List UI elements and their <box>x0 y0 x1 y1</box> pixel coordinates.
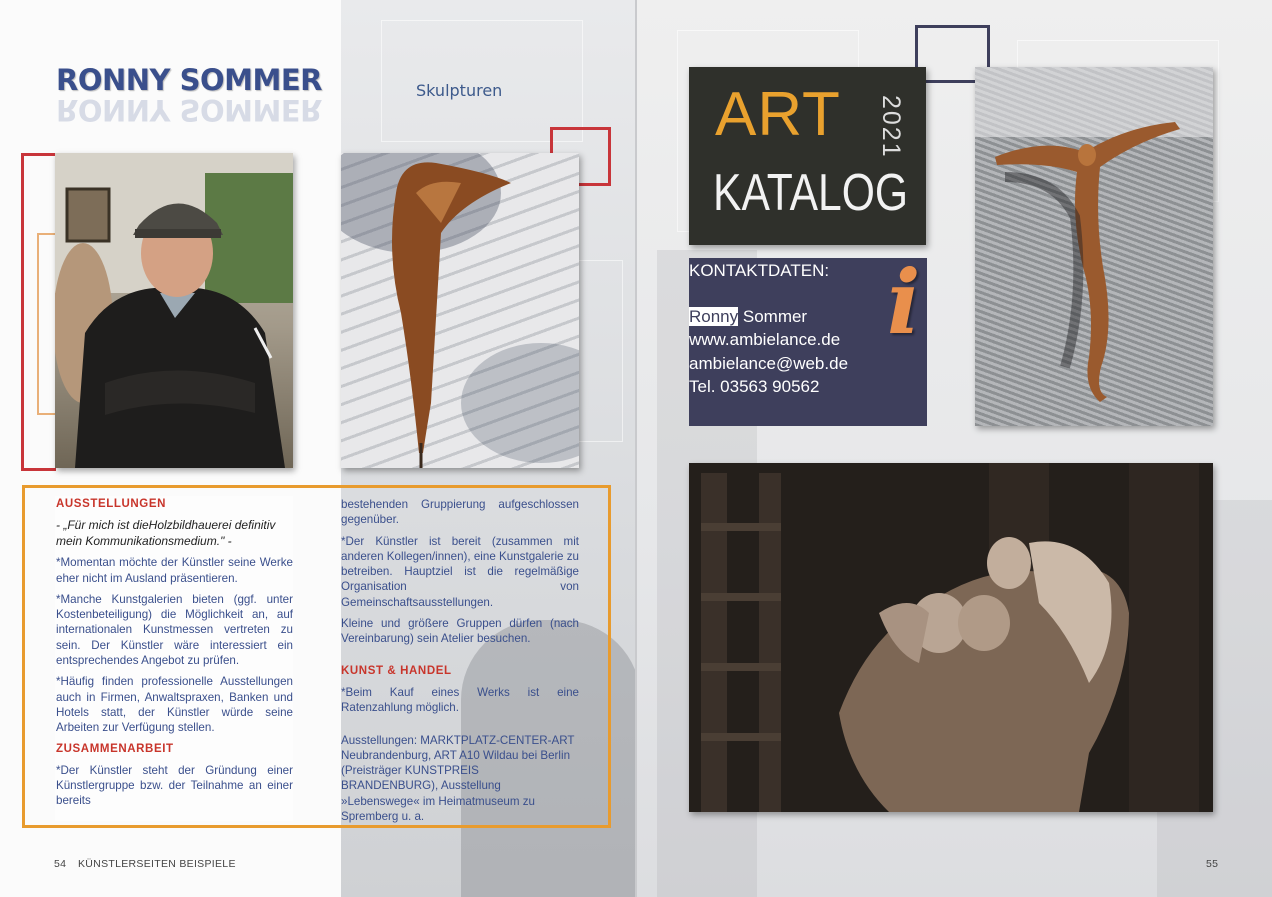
contact-phone: Tel. 03563 90562 <box>689 377 820 396</box>
logo-katalog-word: KATALOG <box>713 164 909 222</box>
paragraph-exhibitions-list: Ausstellungen: MARKTPLATZ-CENTER-ART Neubrandenburg, ART A10 Wildau bei Berlin (Preisträger KUNSTPREIS BRANDENBURG), Ausstellung »Lebenswege« im Heimatmuseum zu Spremberg u. a. <box>341 733 575 824</box>
info-icon: i <box>887 250 921 354</box>
orange-frame-decoration <box>37 233 57 415</box>
portrait-illustration <box>55 153 293 468</box>
contact-last-name: Sommer <box>738 307 808 326</box>
paragraph: *Der Künstler steht der Gründung einer Künstlergruppe bzw. der Teilnahme an einer bereits <box>56 763 293 808</box>
heading-art-trade: KUNST & HANDEL <box>341 664 452 677</box>
wing-sculpture-photo <box>341 153 579 468</box>
logo-year: 2021 <box>877 95 905 159</box>
right-page-number: 55 <box>1206 858 1219 870</box>
paragraph: Kleine und größere Gruppen dürfen (nach Vereinbarung) sein Atelier besuchen. <box>341 617 579 646</box>
paragraph: *Der Künstler ist bereit (zusammen mit anderen Kollegen/innen), eine Kunstgalerie zu betreiben. Hauptziel ist die regelmäßige Organisation von Gemeinschaftsausstellungen. <box>341 534 579 609</box>
artist-name-title-reflection: RONNY SOMMER <box>56 93 323 127</box>
contact-first-name: Ronny <box>689 307 739 326</box>
wing-sculpture-illustration <box>341 153 579 468</box>
crucifix-sculpture-photo <box>975 67 1213 426</box>
contact-website[interactable]: www.ambielance.de <box>689 330 841 349</box>
contact-name <box>689 307 807 327</box>
artist-name-title: RONNY SOMMER <box>56 63 323 97</box>
text-column-1 <box>56 497 293 815</box>
page-spine <box>635 0 637 897</box>
paragraph: *Manche Kunstgalerien bieten (ggf. unter Kostenbeteiligung) die Möglichkeit an, auf internationalen Kunstmessen vertreten zu sein. Der Künstler wäre interessiert ein entsprechendes Angebot zu prüfen. <box>56 592 293 668</box>
contact-heading: KONTAKTDATEN: <box>689 261 830 280</box>
paragraph: *Häufig finden professionelle Ausstellungen auch in Firmen, Anwaltspraxen, Banken und Hotels statt, der Künstler würde seine Arbeiten zur Verfügung stellen. <box>56 675 293 735</box>
contact-box <box>689 250 927 426</box>
heading-exhibitions: AUSSTELLUNGEN <box>56 498 167 510</box>
artist-quote: - „Für mich ist dieHolzbildhauerei definitiv mein Kommunikationsmedium." - <box>56 518 276 548</box>
text-column-2 <box>341 497 579 830</box>
logo-art-word: ART <box>715 80 841 149</box>
artist-portrait-photo <box>55 153 293 468</box>
contact-email[interactable]: ambielance@web.de <box>689 354 849 373</box>
crucifix-sculpture-illustration <box>975 67 1213 426</box>
wood-figures-illustration <box>689 463 1213 812</box>
art-katalog-logo <box>689 67 926 245</box>
category-subtitle: Skulpturen <box>416 81 503 100</box>
paragraph: *Beim Kauf eines Werks ist eine Ratenzahlung möglich. <box>341 685 579 715</box>
heading-cooperation: ZUSAMMENARBEIT <box>56 742 174 755</box>
paragraph: bestehenden Gruppierung aufgeschlossen gegenüber. <box>341 498 579 527</box>
wood-figures-sculpture-photo <box>689 463 1213 812</box>
left-page-number: 54 <box>54 858 67 870</box>
footer-section-label: KÜNSTLERSEITEN BEISPIELE <box>78 858 236 870</box>
paragraph: *Momentan möchte der Künstler seine Werke eher nicht im Ausland präsentieren. <box>56 556 293 585</box>
